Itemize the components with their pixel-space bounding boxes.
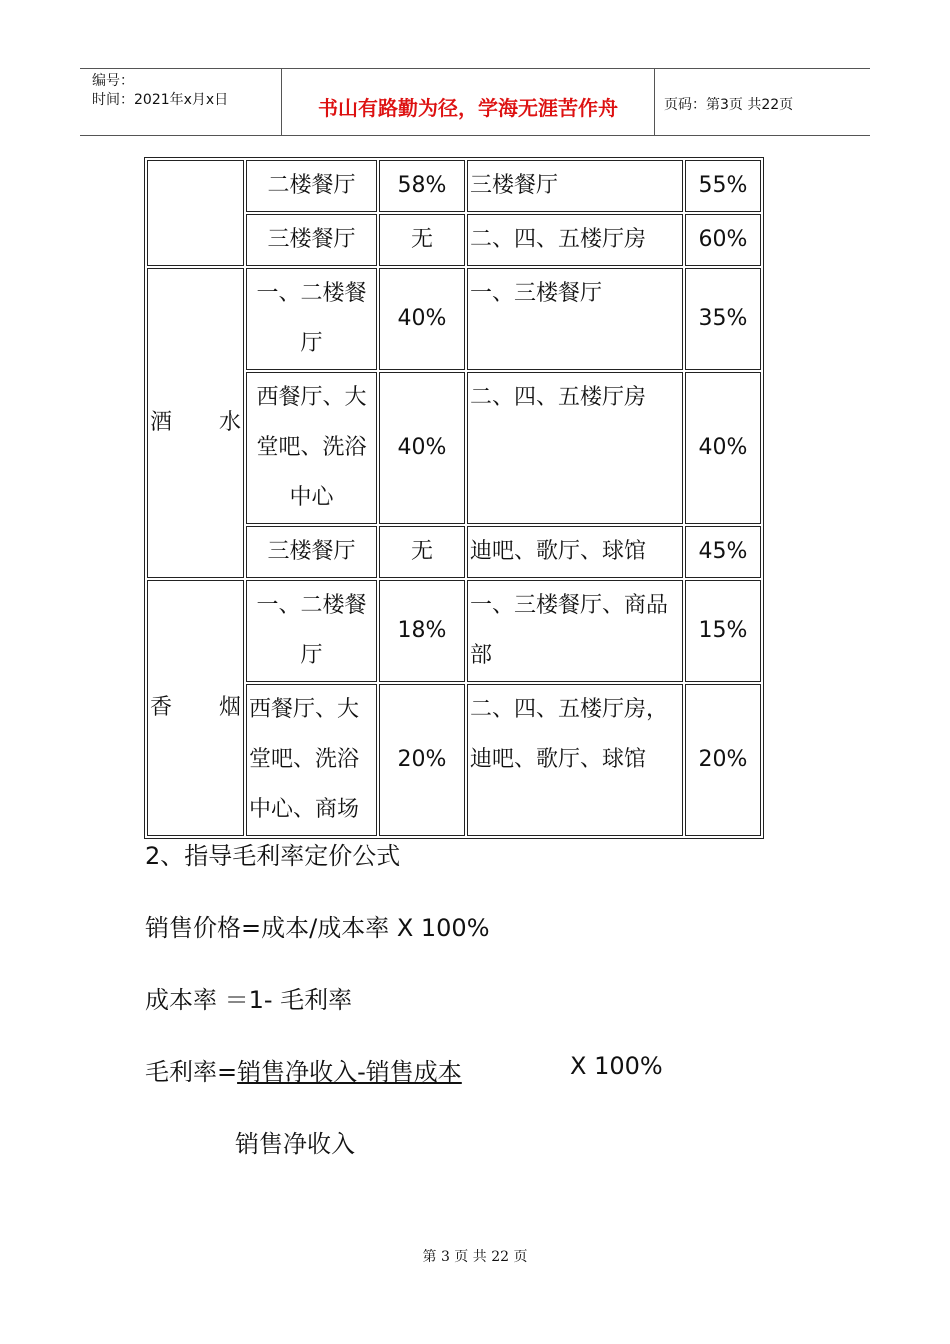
area-cell: 一、二楼餐厅 xyxy=(246,268,377,370)
header-motto: 书山有路勤为径，学海无涯苦作舟 xyxy=(318,96,618,120)
table-row xyxy=(147,580,761,682)
rate-cell: 18% xyxy=(379,580,465,682)
header-page-info: 页码：第3页 共22页 xyxy=(664,97,794,113)
header-divider xyxy=(654,68,655,135)
formula-gross-margin xyxy=(145,1052,462,1087)
formula-denominator: 销售净收入 xyxy=(235,1130,355,1158)
rate2-cell: 45% xyxy=(685,526,761,578)
header-top-rule xyxy=(80,68,870,69)
page-footer: 第 3 页 共 22 页 xyxy=(422,1249,528,1265)
area-cell: 二楼餐厅 xyxy=(246,160,377,212)
area-cell: 西餐厅、大堂吧、洗浴中心 xyxy=(246,372,377,524)
rate2-cell: 40% xyxy=(685,372,761,524)
rate2-cell: 35% xyxy=(685,268,761,370)
header-number: 编号： xyxy=(92,73,134,89)
area2-cell: 三楼餐厅 xyxy=(467,160,683,212)
area-cell: 一、二楼餐厅 xyxy=(246,580,377,682)
gross-margin-table xyxy=(144,157,764,839)
area-cell: 西餐厅、大堂吧、洗浴中心、商场 xyxy=(246,684,377,836)
formula-multiplier: X 100% xyxy=(570,1052,663,1080)
table-row xyxy=(147,268,761,370)
area2-cell: 迪吧、歌厅、球馆 xyxy=(467,526,683,578)
area2-cell: 一、三楼餐厅 xyxy=(467,268,683,370)
rate-cell: 20% xyxy=(379,684,465,836)
area-cell: 三楼餐厅 xyxy=(246,214,377,266)
formula-numerator: 销售净收入-销售成本 xyxy=(237,1058,462,1086)
area2-cell: 二、四、五楼厅房 xyxy=(467,372,683,524)
category-cell xyxy=(147,160,244,266)
rate2-cell: 15% xyxy=(685,580,761,682)
header-meta xyxy=(92,72,228,110)
header-time: 时间：2021年x月x日 xyxy=(92,92,229,108)
rate2-cell: 20% xyxy=(685,684,761,836)
formula-cost-rate: 成本率 ＝1- 毛利率 xyxy=(145,986,353,1014)
category-cell: 香烟 xyxy=(147,580,244,836)
rate-cell: 无 xyxy=(379,214,465,266)
rate2-cell: 55% xyxy=(685,160,761,212)
rate-cell: 无 xyxy=(379,526,465,578)
section-heading: 2、指导毛利率定价公式 xyxy=(145,842,401,870)
table-row xyxy=(147,160,761,212)
header-bottom-rule xyxy=(80,135,870,136)
rate-cell: 40% xyxy=(379,372,465,524)
area2-cell: 二、四、五楼厅房 xyxy=(467,214,683,266)
area2-cell: 二、四、五楼厅房，迪吧、歌厅、球馆 xyxy=(467,684,683,836)
rate2-cell: 60% xyxy=(685,214,761,266)
category-cell: 酒水 xyxy=(147,268,244,578)
rate-cell: 58% xyxy=(379,160,465,212)
area-cell: 三楼餐厅 xyxy=(246,526,377,578)
formula-prefix: 毛利率= xyxy=(145,1058,238,1086)
rate-cell: 40% xyxy=(379,268,465,370)
formula-price: 销售价格=成本/成本率 X 100% xyxy=(145,914,490,942)
area2-cell: 一、三楼餐厅、商品部 xyxy=(467,580,683,682)
